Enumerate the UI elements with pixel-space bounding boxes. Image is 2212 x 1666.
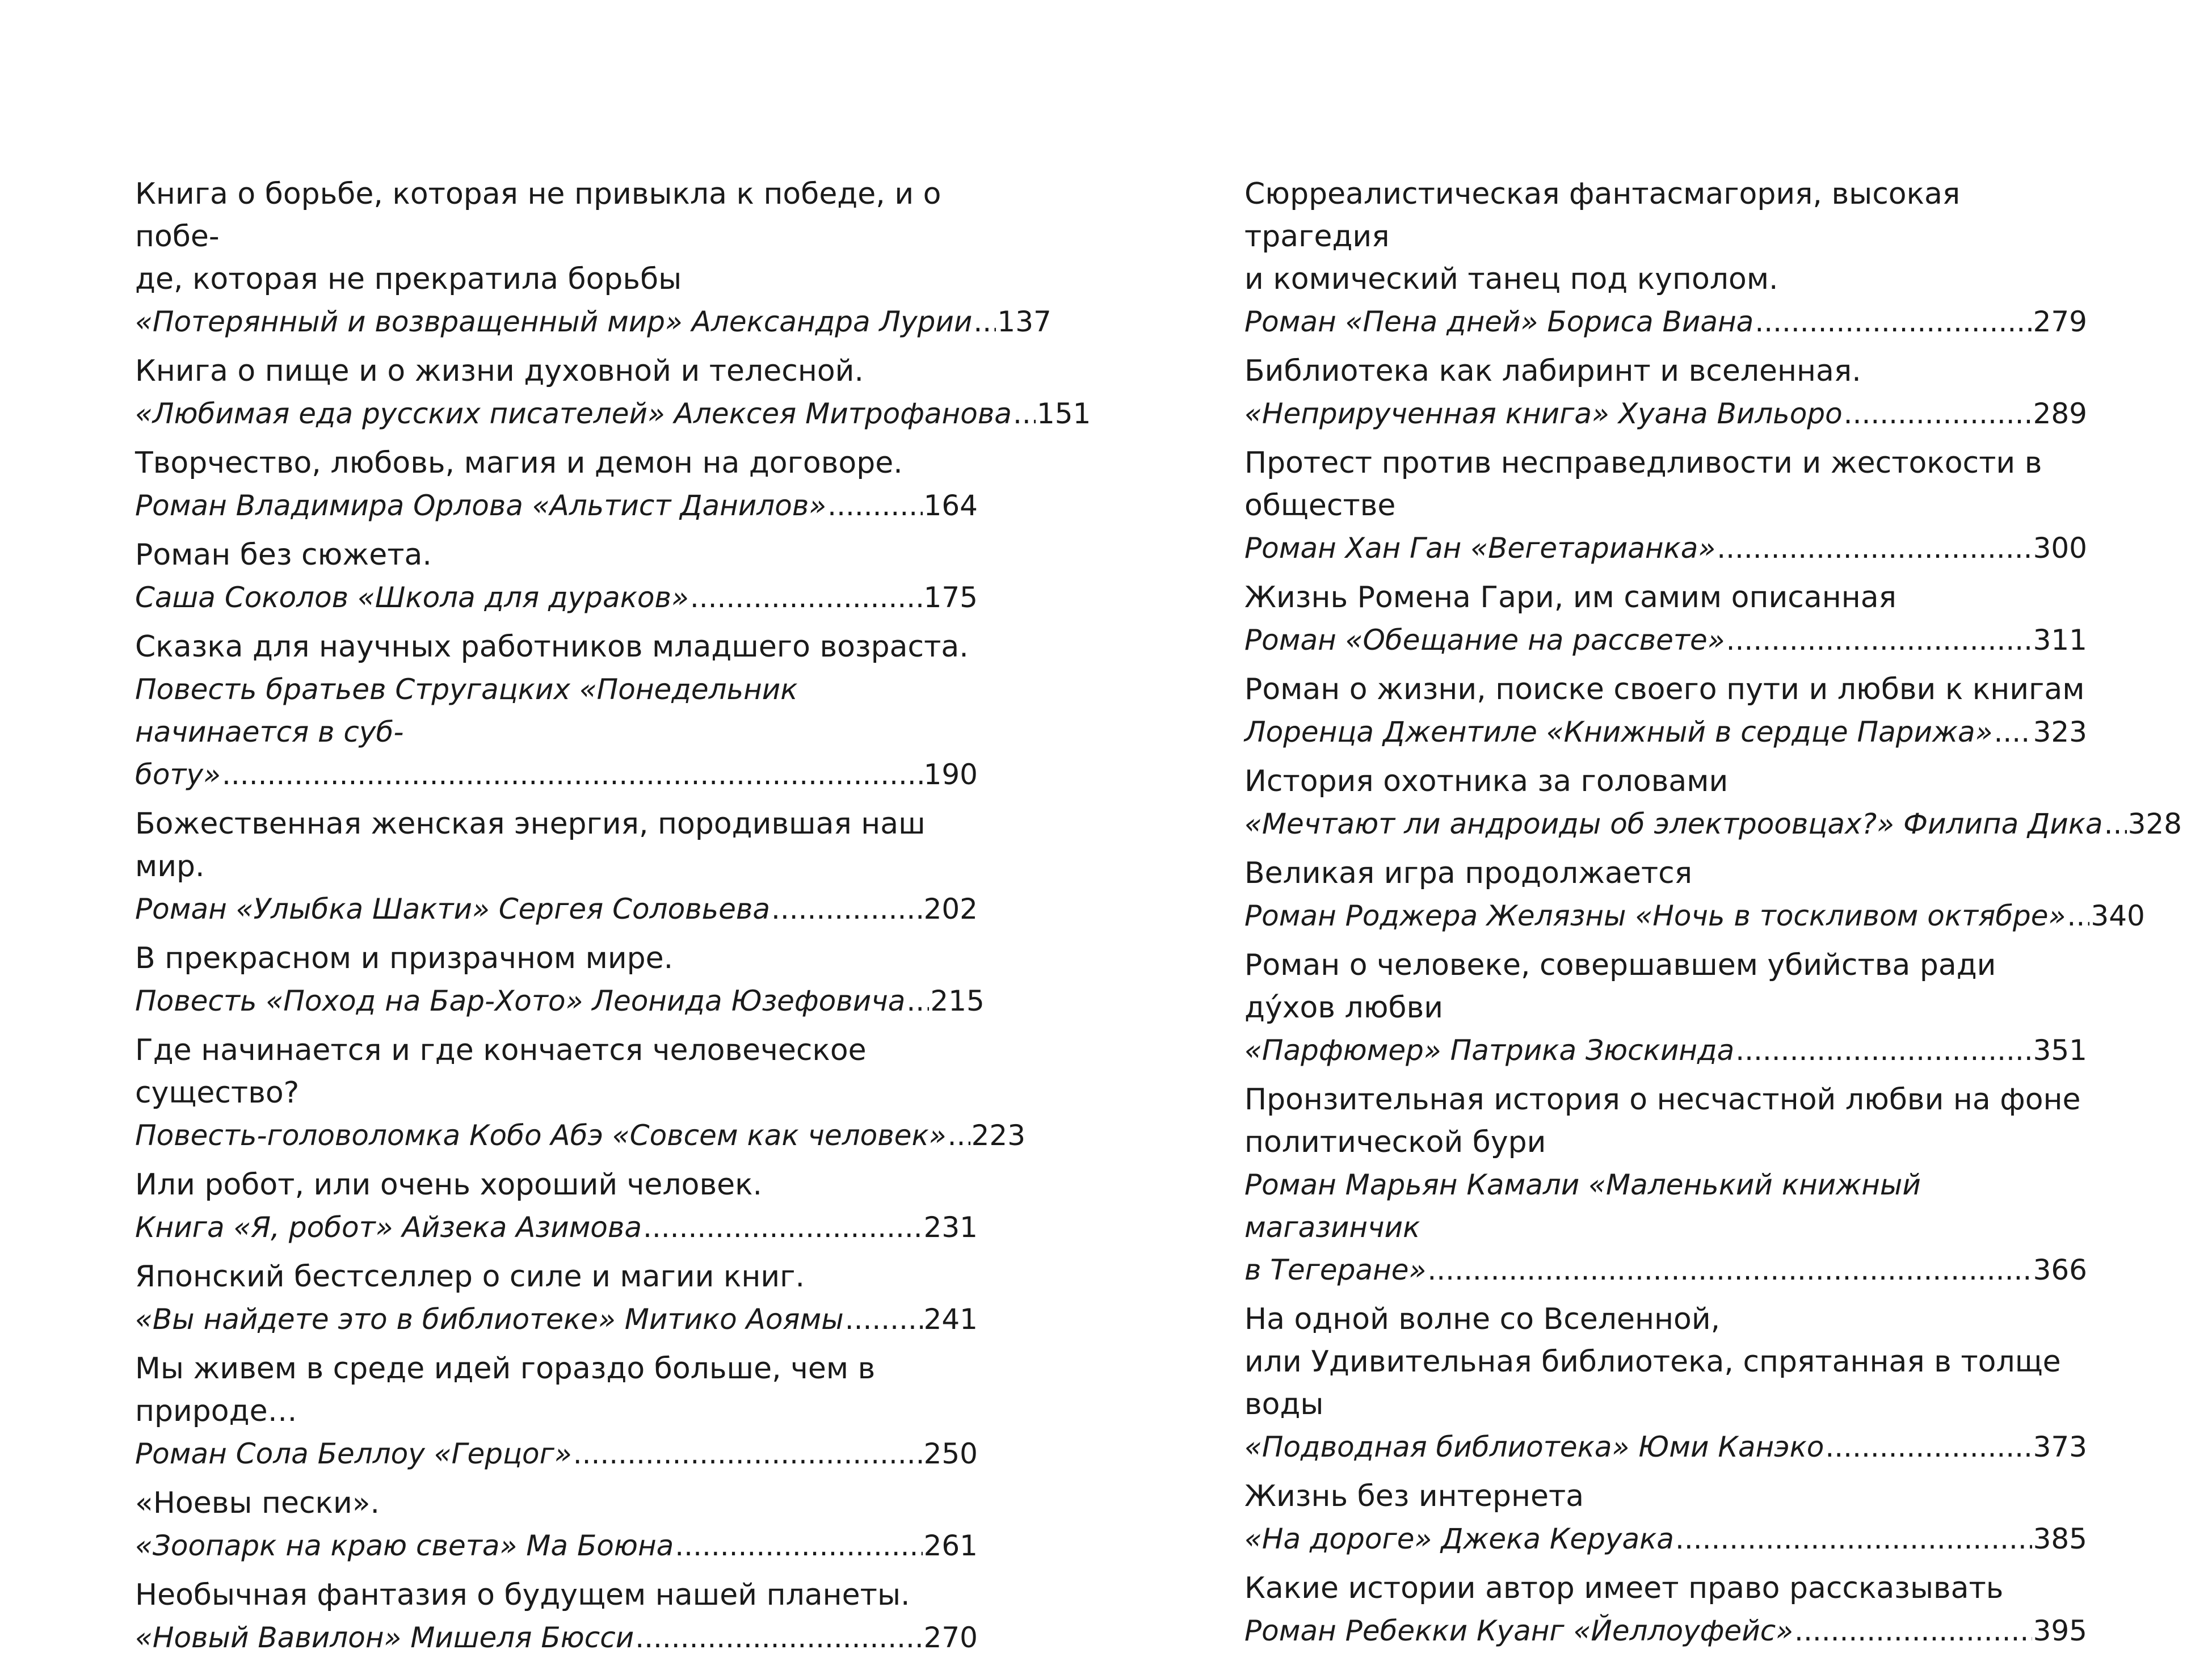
toc-entry-reference <box>135 1525 978 1567</box>
dot-leader <box>771 888 923 931</box>
toc-entry-title: Роман «Улыбка Шакти» Сергея Соловьева <box>135 893 770 925</box>
toc-entry-reference <box>135 485 978 527</box>
dot-leader <box>1735 1029 2032 1072</box>
toc-entry-reference-line: Роман Марьян Камали «Маленький книжный магазинчик <box>1244 1168 1921 1244</box>
toc-entry-title: Саша Соколов «Школа для дураков» <box>135 581 689 614</box>
toc-entry-reference <box>1244 1029 2087 1072</box>
toc-entry <box>135 937 985 1023</box>
dot-leader <box>1427 1249 2032 1291</box>
page-number: 311 <box>2033 624 2087 657</box>
toc-entry <box>135 534 978 619</box>
toc-entry-theme: Великая игра продолжается <box>1244 856 1692 890</box>
page-number: 366 <box>2033 1253 2087 1286</box>
toc-entry <box>135 350 1091 435</box>
toc-entry-reference <box>1244 895 2145 937</box>
page-number: 351 <box>2033 1034 2087 1067</box>
dot-leader <box>948 1114 970 1157</box>
dot-leader <box>1755 301 2032 343</box>
toc-entry-title: Роман Сола Беллоу «Герцог» <box>135 1437 572 1470</box>
toc-entry-theme: Мы живем в среде идей гораздо больше, чем в природе… <box>135 1352 876 1428</box>
dot-leader <box>1825 1426 2032 1469</box>
toc-entry-theme: Книга о борьбе, которая не привыкла к победе, и о побе- де, которая не прекратила борьбы <box>135 177 941 296</box>
toc-entry-theme: Где начинается и где кончается человеческое существо? <box>135 1033 867 1110</box>
toc-entry-title: «Мечтают ли андроиды об электроовцах?» Филипа Дика <box>1244 807 2103 840</box>
dot-leader <box>675 1525 922 1567</box>
toc-entry-theme: В прекрасном и призрачном мире. <box>135 941 674 975</box>
toc-entry <box>1244 173 2087 343</box>
toc-entry-reference <box>135 301 1052 343</box>
toc-entry-title: Повесть-головоломка Кобо Абэ «Совсем как человек» <box>135 1119 947 1152</box>
toc-right-column <box>1244 173 2182 1659</box>
toc-entry <box>1244 442 2087 570</box>
page-number: 373 <box>2033 1431 2087 1463</box>
dot-leader <box>973 301 996 343</box>
toc-entry-theme: История охотника за головами <box>1244 764 1729 798</box>
page-number: 289 <box>2033 397 2087 430</box>
toc-entry-reference <box>1244 1249 2087 1291</box>
toc-entry-theme: Жизнь Ромена Гари, им самим описанная <box>1244 580 1896 615</box>
toc-entry-reference <box>1244 711 2087 754</box>
toc-entry <box>1244 1475 2087 1560</box>
toc-entry-title: Книга «Я, робот» Айзека Азимова <box>135 1211 642 1244</box>
toc-entry-reference <box>1244 1426 2087 1469</box>
toc-entry <box>1244 1298 2087 1469</box>
toc-entry-theme: Божественная женская энергия, породившая наш мир. <box>135 807 926 884</box>
toc-entry-title: Роман Ребекки Куанг «Йеллоуфейс» <box>1244 1614 1794 1647</box>
page-number: 395 <box>2033 1614 2087 1647</box>
page-number: 279 <box>2033 305 2087 338</box>
toc-entry <box>1244 350 2087 435</box>
toc-entry-theme: На одной волне со Вселенной, или Удивительная библиотека, спрятанная в толще воды <box>1244 1302 2061 1421</box>
toc-entry <box>1244 1079 2087 1291</box>
toc-entry <box>1244 1567 2087 1652</box>
page-number: 270 <box>923 1621 978 1654</box>
toc-entry <box>135 442 978 527</box>
page-number: 231 <box>923 1211 978 1244</box>
toc-entry-theme: Книга о пище и о жизни духовной и телесной. <box>135 354 864 388</box>
dot-leader <box>2067 895 2089 937</box>
page-number: 385 <box>2033 1522 2087 1555</box>
toc-entry-title: «Неприрученная книга» Хуана Вильоро <box>1244 397 1843 430</box>
page-number: 137 <box>997 305 1052 338</box>
toc-entry-theme: Протест против несправедливости и жестокости в обществе <box>1244 446 2042 523</box>
dot-leader <box>573 1433 923 1475</box>
toc-entry-reference <box>1244 619 2087 662</box>
toc-entry-theme: «Ноевы пески». <box>135 1486 380 1520</box>
toc-entry-title: Роман Владимира Орлова «Альтист Данилов» <box>135 489 827 522</box>
toc-entry-theme: Жизнь без интернета <box>1244 1479 1584 1513</box>
toc-entry-theme: Какие истории автор имеет право рассказывать <box>1244 1571 2004 1605</box>
toc-entry-reference <box>135 1433 978 1475</box>
toc-entry-title: «Вы найдете это в библиотеке» Митико Аоямы <box>135 1303 844 1336</box>
dot-leader <box>1675 1518 2032 1560</box>
dot-leader <box>1994 711 2032 754</box>
toc-entry-title: «Парфюмер» Патрика Зюскинда <box>1244 1034 1735 1067</box>
toc-entry <box>1244 944 2087 1072</box>
toc-entry <box>1244 577 2087 662</box>
toc-entry <box>135 173 1052 343</box>
toc-entry-title: «Подводная библиотека» Юми Канэко <box>1244 1431 1824 1463</box>
toc-entry-reference <box>1244 301 2087 343</box>
toc-entry-reference <box>1244 1610 2087 1652</box>
toc-entry-reference <box>135 393 1091 435</box>
toc-entry-reference <box>135 980 985 1023</box>
toc-entry <box>1244 668 2087 754</box>
toc-entry-reference <box>135 1298 978 1341</box>
toc-entry-reference <box>1244 527 2087 570</box>
toc-entry-theme: Сказка для научных работников младшего возраста. <box>135 630 969 664</box>
toc-entry-title: Роман Хан Ган «Вегетарианка» <box>1244 532 1716 565</box>
toc-entry-reference <box>135 1617 978 1659</box>
toc-entry-theme: Библиотека как лабиринт и вселенная. <box>1244 354 1861 388</box>
toc-entry <box>135 1348 978 1475</box>
toc-entry <box>135 1164 978 1249</box>
dot-leader <box>827 485 922 527</box>
page-number: 340 <box>2091 899 2145 932</box>
dot-leader <box>1717 527 2032 570</box>
toc-entry <box>135 1029 1026 1157</box>
page-number: 261 <box>923 1529 978 1562</box>
toc-entry-reference <box>1244 803 2182 845</box>
toc-entry-title: «На дороге» Джека Керуака <box>1244 1522 1674 1555</box>
toc-entry <box>135 626 978 796</box>
dot-leader <box>1844 393 2032 435</box>
toc-entry-title: боту» <box>135 758 221 791</box>
toc-entry-title: «Зоопарк на краю света» Ма Боюна <box>135 1529 674 1562</box>
toc-entry-theme: Необычная фантазия о будущем нашей планеты. <box>135 1578 910 1612</box>
dot-leader <box>845 1298 923 1341</box>
dot-leader <box>690 577 923 619</box>
toc-entry-theme: Роман без сюжета. <box>135 538 432 572</box>
page-number: 223 <box>971 1119 1026 1152</box>
page-number: 215 <box>930 985 985 1017</box>
page-number: 175 <box>923 581 978 614</box>
toc-entry-reference <box>135 888 978 931</box>
page-number: 250 <box>923 1437 978 1470</box>
page-number: 190 <box>923 758 978 791</box>
toc-entry-reference <box>1244 1518 2087 1560</box>
toc-entry <box>135 1574 978 1659</box>
toc-entry-theme: Сюрреалистическая фантасмагория, высокая трагедия и комический танец под куполом. <box>1244 177 1961 296</box>
page-number: 323 <box>2033 716 2087 748</box>
toc-entry-title: «Потерянный и возвращенный мир» Александра Лурии <box>135 305 973 338</box>
page-number: 164 <box>923 489 978 522</box>
toc-entry-theme: Или робот, или очень хороший человек. <box>135 1168 763 1202</box>
toc-entry-reference <box>135 1206 978 1249</box>
page-number: 151 <box>1036 397 1091 430</box>
dot-leader <box>1726 619 2032 662</box>
page-number: 328 <box>2127 807 2182 840</box>
toc-entry-title: Роман «Обещание на рассвете» <box>1244 624 1725 657</box>
toc-entry-title: «Новый Вавилон» Мишеля Бюсси <box>135 1621 634 1654</box>
page-number: 241 <box>923 1303 978 1336</box>
toc-left-column <box>135 173 1091 1666</box>
toc-entry-title: Повесть «Поход на Бар-Хото» Леонида Юзефовича <box>135 985 906 1017</box>
dot-leader <box>906 980 929 1023</box>
toc-entry-theme: Роман о человеке, совершавшем убийства ради ду́хов любви <box>1244 948 1996 1025</box>
toc-entry <box>135 1256 978 1341</box>
toc-entry-theme: Японский бестселлер о силе и магии книг. <box>135 1260 805 1294</box>
page-number: 300 <box>2033 532 2087 565</box>
dot-leader <box>1794 1610 2032 1652</box>
toc-entry-title: Роман «Пена дней» Бориса Виана <box>1244 305 1754 338</box>
dot-leader <box>2104 803 2127 845</box>
dot-leader <box>643 1206 923 1249</box>
toc-entry-reference-line: Повесть братьев Стругацких «Понедельник начинается в суб- <box>135 673 798 748</box>
toc-entry-theme: Пронзительная история о несчастной любви на фоне политической бури <box>1244 1083 2081 1159</box>
toc-entry <box>1244 760 2182 845</box>
toc-entry <box>1244 852 2145 937</box>
toc-entry-theme: Творчество, любовь, магия и демон на договоре. <box>135 446 903 480</box>
toc-entry-title: Лоренца Джентиле «Книжный в сердце Парижа» <box>1244 716 1993 748</box>
toc-entry-theme: Роман о жизни, поиске своего пути и любви к книгам <box>1244 672 2085 706</box>
dot-leader <box>635 1617 922 1659</box>
toc-entry-title: в Тегеране» <box>1244 1253 1427 1286</box>
page-number: 202 <box>923 893 978 925</box>
toc-entry-reference <box>1244 393 2087 435</box>
toc-entry-reference <box>135 1114 1026 1157</box>
toc-entry <box>135 1482 978 1567</box>
toc-entry-reference <box>135 577 978 619</box>
dot-leader <box>1013 393 1036 435</box>
toc-entry-reference <box>135 754 978 796</box>
toc-entry-title: Роман Роджера Желязны «Ночь в тоскливом октябре» <box>1244 899 2066 932</box>
toc-entry <box>135 803 978 931</box>
toc-entry-title: «Любимая еда русских писателей» Алексея Митрофанова <box>135 397 1012 430</box>
dot-leader <box>222 754 923 796</box>
